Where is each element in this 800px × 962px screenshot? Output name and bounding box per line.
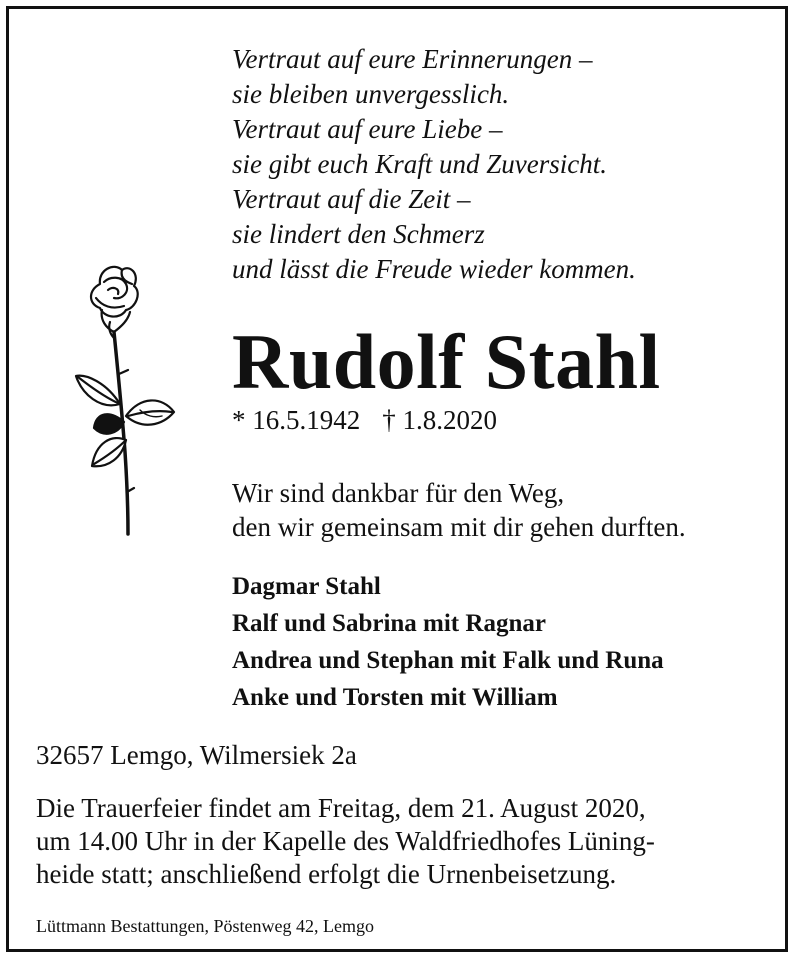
ceremony-line: Die Trauerfeier findet am Freitag, dem 21. August 2020, <box>36 793 646 823</box>
undertaker-info: Lüttmann Bestattungen, Pöstenweg 42, Lemgo <box>36 916 374 936</box>
poem-line: sie gibt euch Kraft und Zuversicht. <box>232 149 607 179</box>
mourners-list <box>232 568 664 716</box>
ceremony-line: um 14.00 Uhr in der Kapelle des Waldfriedhofes Lüning- <box>36 826 655 856</box>
poem-line: sie bleiben unvergesslich. <box>232 79 510 109</box>
memorial-poem <box>232 42 636 287</box>
gratitude-text <box>232 476 686 544</box>
poem-line: Vertraut auf eure Liebe – <box>232 114 503 144</box>
mourner-entry: Anke und Torsten mit William <box>232 684 558 711</box>
gratitude-line: den wir gemeinsam mit dir gehen durften. <box>232 512 686 542</box>
life-dates <box>232 405 497 435</box>
mourner-entry: Dagmar Stahl <box>232 573 381 600</box>
birth-date: * 16.5.1942 <box>232 405 361 435</box>
ceremony-line: heide statt; anschließend erfolgt die Urnenbeisetzung. <box>36 859 617 889</box>
poem-line: sie lindert den Schmerz <box>232 219 485 249</box>
death-date: † 1.8.2020 <box>382 405 497 435</box>
ceremony-text <box>36 792 655 891</box>
gratitude-line: Wir sind dankbar für den Weg, <box>232 478 565 508</box>
family-address: 32657 Lemgo, Wilmersiek 2a <box>36 740 357 770</box>
poem-line: Vertraut auf eure Erinnerungen – <box>232 44 593 74</box>
mourner-entry: Andrea und Stephan mit Falk und Runa <box>232 647 664 674</box>
rose-icon <box>70 262 180 538</box>
deceased-name: Rudolf Stahl <box>232 318 661 405</box>
mourner-entry: Ralf und Sabrina mit Ragnar <box>232 610 546 637</box>
poem-line: und lässt die Freude wieder kommen. <box>232 254 636 284</box>
poem-line: Vertraut auf die Zeit – <box>232 184 471 214</box>
